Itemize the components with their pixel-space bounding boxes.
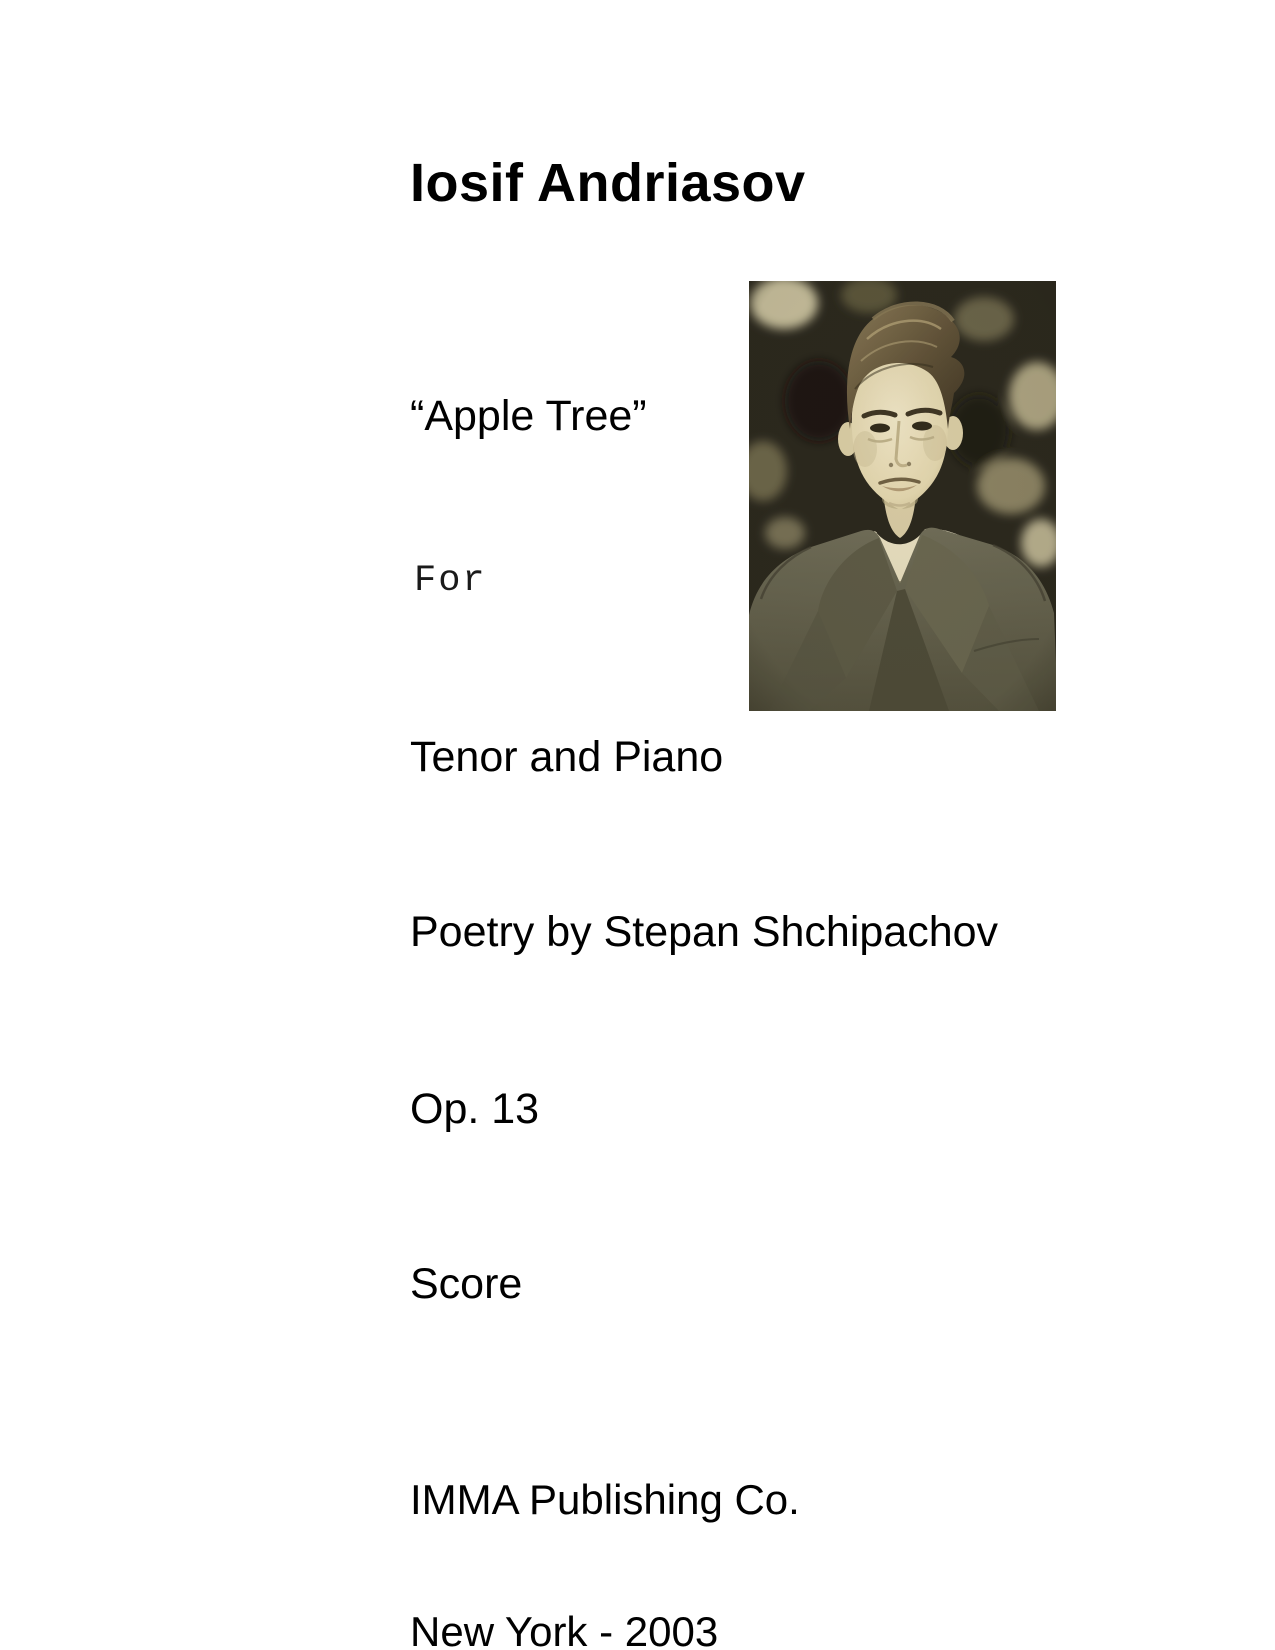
place-and-year: New York - 2003 <box>410 1608 719 1650</box>
publisher-block <box>410 1390 800 1650</box>
publisher-name: IMMA Publishing Co. <box>410 1476 800 1523</box>
edition-label: Score <box>410 1260 523 1308</box>
opus-number: Op. 13 <box>410 1085 540 1133</box>
instrumentation-label: Tenor and Piano <box>410 733 724 781</box>
work-title: “Apple Tree” <box>410 392 647 440</box>
poetry-credit: Poetry by Stepan Shchipachov <box>410 908 999 956</box>
composer-name: Iosif Andriasov <box>410 153 806 213</box>
portrait-photo <box>749 281 1056 711</box>
for-label: For <box>414 560 487 602</box>
